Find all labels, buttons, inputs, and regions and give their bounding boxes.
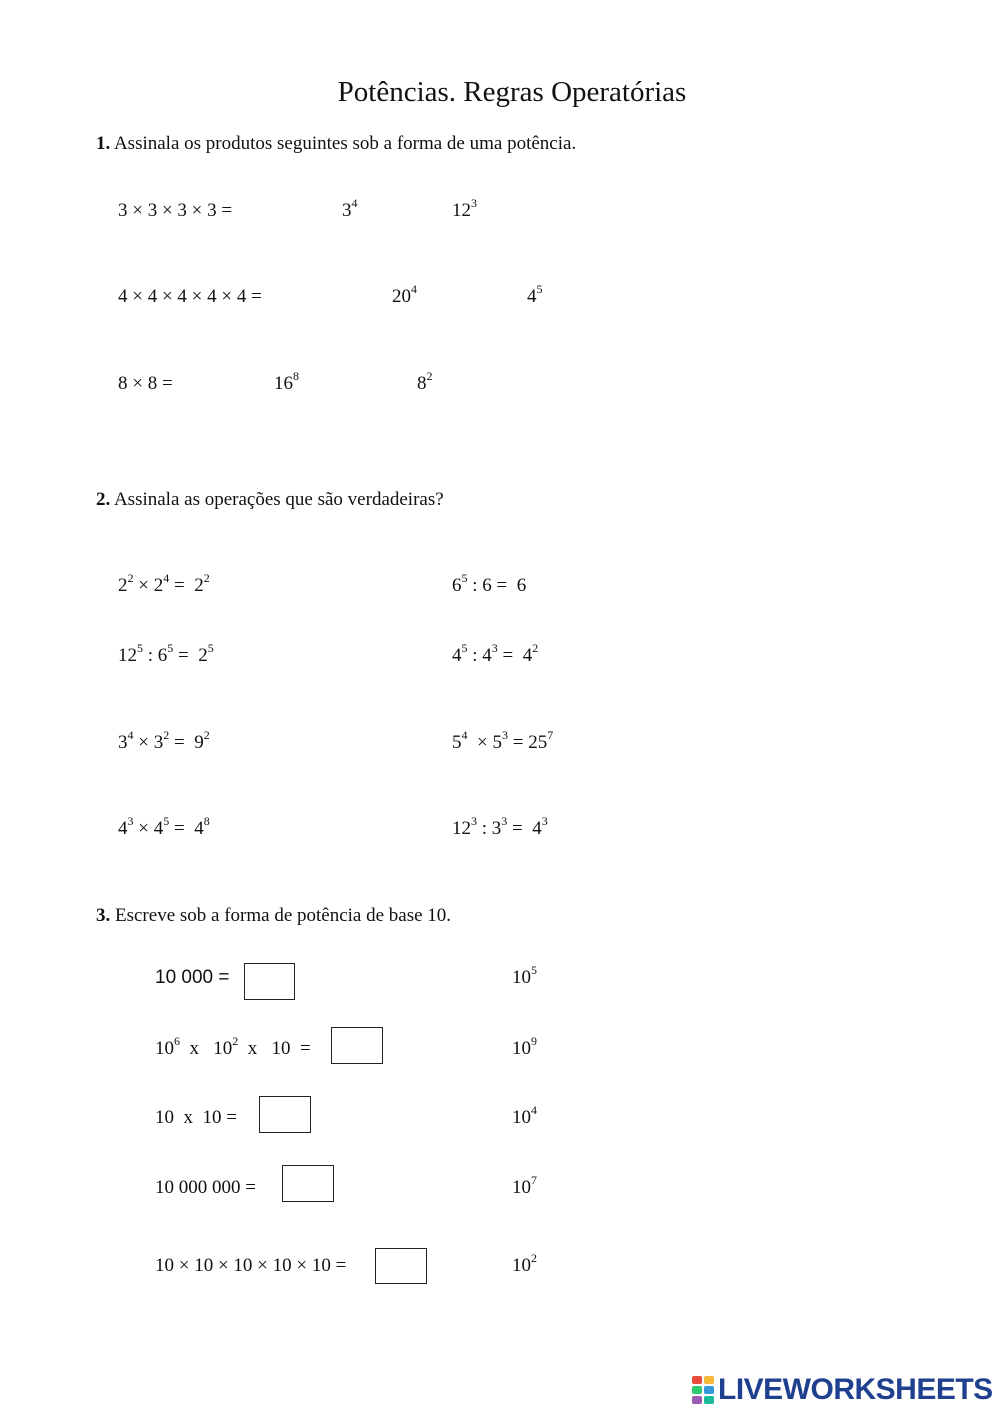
q3-option-3[interactable]: $10^4$: [512, 1103, 537, 1128]
q3-row-4-answer-box[interactable]: [282, 1165, 334, 1202]
q2-operation-3[interactable]: $12^5$ : $6^5 = 2^5$: [118, 641, 214, 666]
liveworksheets-logo-text: LIVEWORKSHEETS: [718, 1373, 993, 1406]
q2-operation-8[interactable]: $12^3$ : $3^3 = 4^3$: [452, 814, 548, 839]
q2-operation-4[interactable]: $4^5$ : $4^3 = 4^2$: [452, 641, 539, 666]
q3-option-1[interactable]: $10^5$: [512, 963, 537, 988]
question-1-text: Assinala os produtos seguintes sob a forma de uma potência.: [113, 133, 577, 154]
question-2-text: Assinala as operações que são verdadeiras?: [113, 489, 444, 510]
question-1-number: 1.: [96, 133, 111, 154]
q1-row-1-expression: 3 × 3 × 3 × 3 =: [118, 200, 233, 221]
q1-row-2-expression: 4 × 4 × 4 × 4 × 4 =: [118, 286, 262, 307]
q1-row-3-option-1[interactable]: $16^8$: [274, 369, 299, 394]
question-3-number: 3.: [96, 905, 111, 926]
q1-row-2-option-1[interactable]: $20^4$: [392, 282, 417, 307]
question-3-text: Escreve sob a forma de potência de base 10.: [115, 905, 452, 926]
q3-row-4-expression: 10 000 000 =: [155, 1177, 256, 1198]
q3-row-2-expression: $10^6$ x $10^2$ x 10 =: [155, 1034, 311, 1059]
q1-row-3-option-2[interactable]: $8^2$: [417, 369, 433, 394]
liveworksheets-logo-icon: [692, 1376, 714, 1404]
page-title: Potências. Regras Operatórias: [337, 76, 687, 108]
question-2-number: 2.: [96, 489, 111, 510]
q3-row-1-answer-box[interactable]: [244, 963, 295, 1000]
q2-operation-1[interactable]: $2^2 \times 2^4 = 2^2$: [118, 571, 210, 596]
q2-operation-2[interactable]: $6^5$ : 6 = 6: [452, 571, 527, 596]
q3-row-3-expression: 10 x 10 =: [155, 1107, 237, 1128]
q1-row-1-option-1[interactable]: $3^4$: [342, 196, 358, 221]
q2-operation-6[interactable]: $5^4 \times 5^3 = 25^7$: [452, 728, 554, 753]
q1-row-1-option-2[interactable]: $12^3$: [452, 196, 477, 221]
q2-operation-5[interactable]: $3^4 \times 3^2 = 9^2$: [118, 728, 210, 753]
q1-row-2-option-2[interactable]: $4^5$: [527, 282, 543, 307]
q3-row-3-answer-box[interactable]: [259, 1096, 311, 1133]
liveworksheets-logo: [692, 1373, 993, 1407]
q3-row-5-expression: 10 × 10 × 10 × 10 × 10 =: [155, 1255, 347, 1276]
q3-row-2-answer-box[interactable]: [331, 1027, 383, 1064]
q3-option-4[interactable]: $10^7$: [512, 1173, 537, 1198]
q2-operation-7[interactable]: $4^3 \times 4^5 = 4^8$: [118, 814, 210, 839]
question-1-prompt: [96, 133, 576, 155]
q3-option-2[interactable]: $10^9$: [512, 1034, 537, 1059]
question-2-prompt: [96, 489, 444, 511]
q3-row-5-answer-box[interactable]: [375, 1248, 427, 1284]
q3-option-5[interactable]: $10^2$: [512, 1251, 537, 1276]
q3-row-1-expression: 10 000 =: [155, 967, 230, 988]
q1-row-3-expression: 8 × 8 =: [118, 373, 173, 394]
question-3-prompt: [96, 905, 451, 927]
